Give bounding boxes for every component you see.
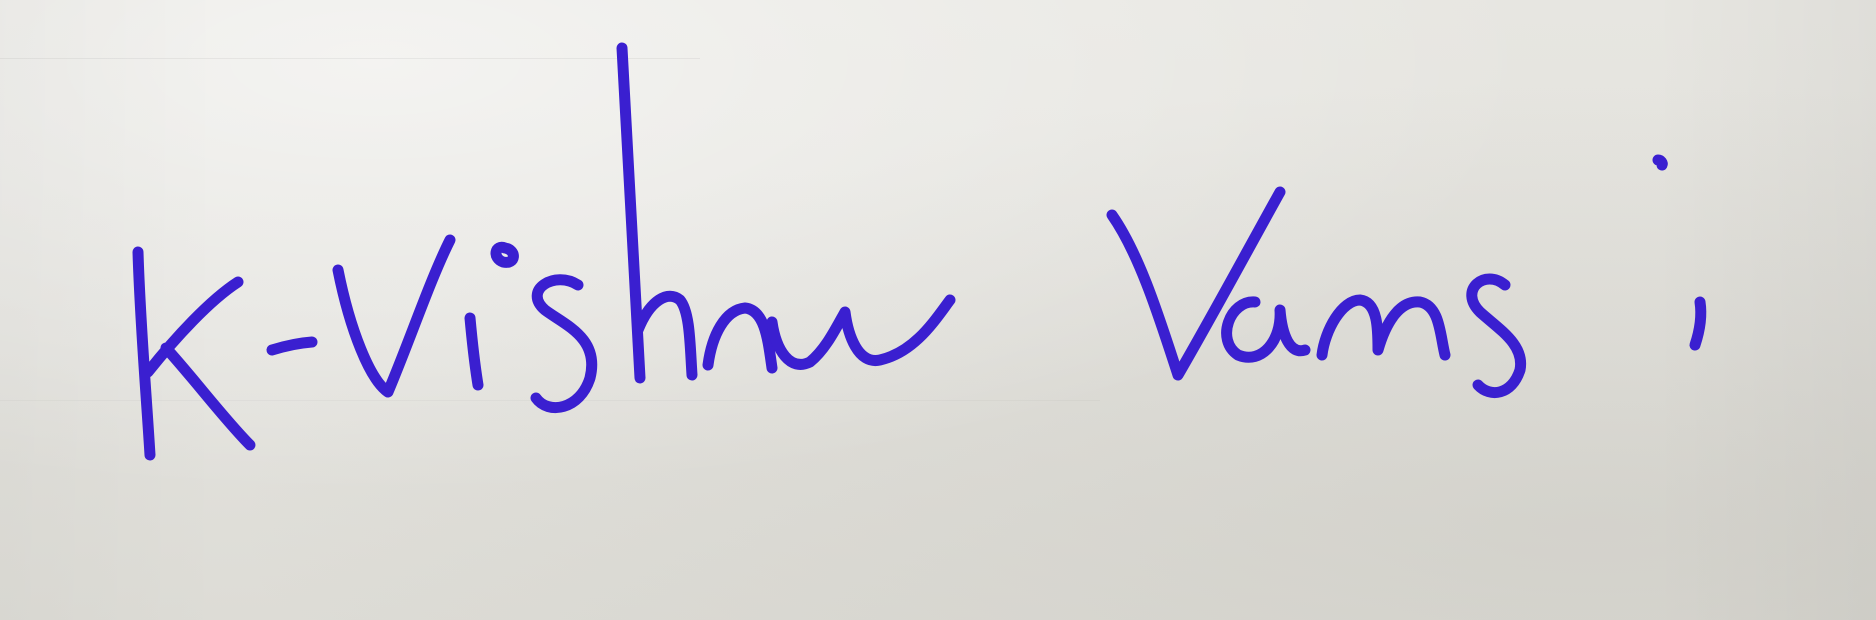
signature-letter-s (536, 280, 592, 408)
signature-letter-m (1322, 300, 1445, 355)
signature-letter-capital-v (1112, 192, 1280, 375)
signature-dot-circle (496, 247, 513, 262)
signature-strokes (138, 48, 1701, 455)
signature-letter-h (622, 48, 692, 378)
signature-letter-v (338, 240, 450, 392)
signature-letter-i (470, 318, 478, 385)
signature-letter-u (772, 300, 950, 364)
signature-dot (1658, 160, 1662, 165)
signature-letter-n (708, 308, 772, 368)
signature-tail (1695, 302, 1701, 345)
signature-letter-s-2 (1472, 279, 1521, 393)
signature-hyphen (272, 342, 312, 350)
signature-letter-k (138, 252, 250, 455)
signature-letter-a (1227, 302, 1305, 357)
